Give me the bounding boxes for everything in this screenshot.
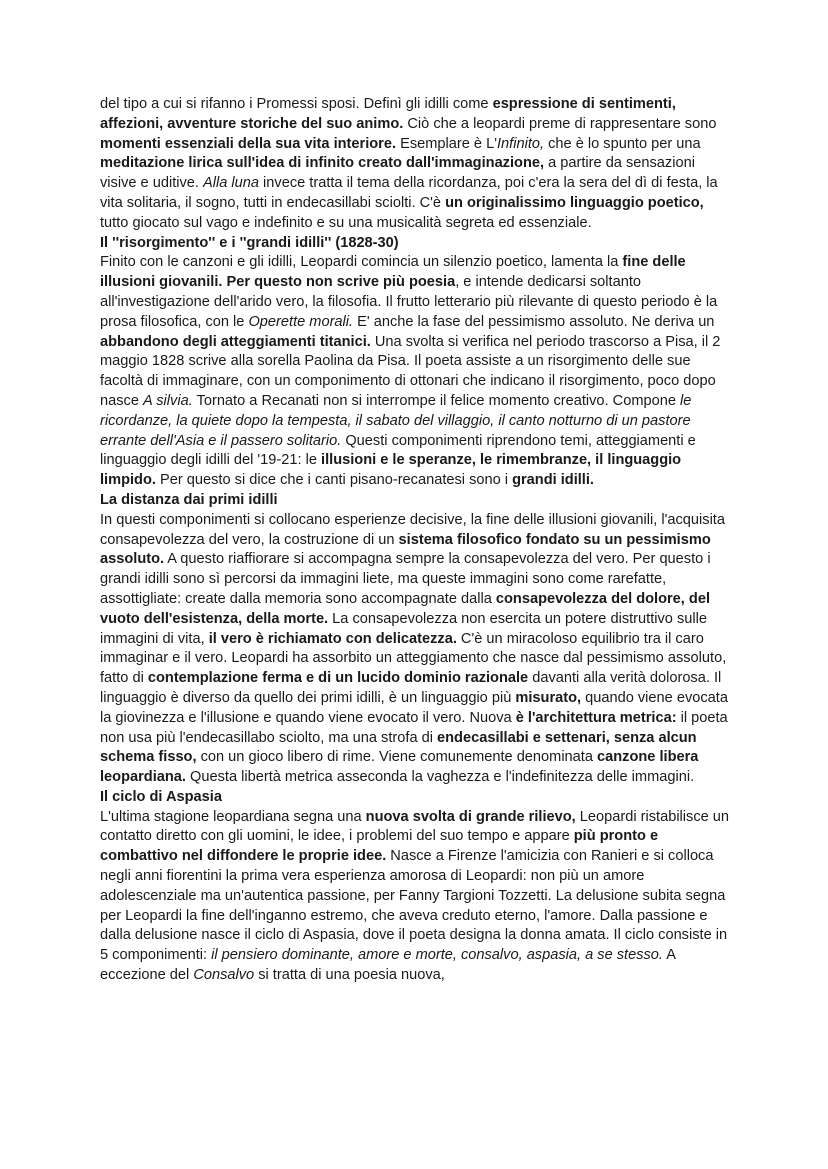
italic-text: Operette morali. (248, 313, 354, 330)
bold-text: meditazione lirica sull'idea di infinito creato dall'immaginazione, (100, 155, 545, 172)
section-heading: Il ''risorgimento'' e i ''grandi idilli'' (1828-30) (100, 234, 399, 251)
text-run: con un gioco libero di rime. Viene comunemente denominata (196, 749, 598, 766)
text-run: si tratta di una poesia nuova, (254, 967, 445, 984)
italic-text: A silvia. (143, 392, 193, 409)
paragraph (100, 808, 732, 986)
text-run: tutto giocato sul vago e indefinito e su una musicalità segreta ed essenziale. (100, 214, 592, 231)
text-run: A questo riaffiorare si accompagna sempre la consapevolezza del vero. Per questo i grandi idilli sono sì percorsi da immagini liete, ma queste immagini sono come rarefatte, assottigliate: create dalla memoria sono accompagnate dalla (100, 551, 711, 607)
text-run: quando viene evocata la giovinezza e l'illusione e quando viene evocato il vero. Nuova (100, 689, 728, 726)
text-run: Esemplare è L' (396, 135, 497, 152)
text-run: Leopardi ristabilisce un contatto diretto con gli uomini, le idee, i problemi del suo tempo e appare (100, 808, 730, 845)
section-heading: La distanza dai primi idilli (100, 491, 278, 508)
bold-text: misurato, (515, 689, 582, 706)
paragraph (100, 95, 732, 234)
text-run: invece tratta il tema della ricordanza, poi c'era la sera del dì di festa, la vita solitaria, il sogno, tutti in endecasillabi sciolti. C'è (100, 175, 718, 211)
bold-text: grandi idilli. (512, 472, 594, 489)
text-run: , e intende dedicarsi soltanto all'investigazione dell'arido vero, la filosofia. Il frutto letterario più rilevante di questo periodo è la prosa filosofica, con le (100, 274, 718, 330)
paragraph (100, 253, 732, 491)
bold-text: sistema filosofico fondato su un pessimismo assoluto. (100, 531, 711, 568)
text-run: Per questo si dice che i canti pisano-recanatesi sono i (155, 472, 513, 489)
italic-text: il pensiero dominante, amore e morte, consalvo, aspasia, a se stesso. (211, 947, 663, 964)
text-run: L'ultima stagione leopardiana segna una (100, 808, 366, 825)
text-run: E' anche la fase del pessimismo assoluto. Ne deriva un (353, 313, 715, 330)
italic-text: Consalvo (193, 967, 255, 984)
text-run: La consapevolezza non esercita un potere distruttivo sulle immagini di vita, (100, 610, 707, 647)
bold-text: nuova svolta di grande rilievo, (365, 808, 576, 825)
italic-text: le ricordanze, la quiete dopo la tempesta, il sabato del villaggio, il canto notturno di un pastore errante dell'Asia e il passero solitario. (100, 392, 692, 449)
text-run: davanti alla verità dolorosa. Il linguaggio è diverso da quello dei primi idilli, è un linguaggio più (100, 670, 722, 706)
bold-text: abbandono degli atteggiamenti titanici. (100, 333, 371, 350)
text-run: Questa libertà metrica asseconda la vaghezza e l'indefinitezza delle immagini. (185, 769, 695, 786)
paragraph (100, 511, 732, 788)
text-run: Questi componimenti riprendono temi, atteggiamenti e linguaggio degli idilli del '19-21: le (100, 432, 696, 469)
text-run: Tornato a Recanati non si interrompe il felice momento creativo. Compone (192, 392, 680, 409)
text-run: il poeta non usa più l'endecasillabo sciolto, ma una strofa di (100, 709, 728, 746)
text-run: a partire da sensazioni visive e uditive. (100, 155, 695, 192)
bold-text: illusioni e le speranze, le rimembranze, il linguaggio limpido. (100, 452, 682, 489)
bold-text: più pronto e combattivo nel diffondere le proprie idee. (100, 828, 659, 865)
italic-text: Infinito, (497, 135, 545, 152)
text-run: A eccezione del (100, 947, 676, 984)
text-run: In questi componimenti si collocano esperienze decisive, la fine delle illusioni giovanili, l'acquisita consapevolezza del vero, la costruzione di un (100, 511, 725, 548)
text-run: del tipo a cui si rifanno i Promessi sposi. Definì gli idilli come (100, 96, 493, 112)
bold-text: canzone libera leopardiana. (100, 749, 699, 786)
section-heading: Il ciclo di Aspasia (100, 788, 222, 805)
bold-text: fine delle illusioni giovanili. Per questo non scrive più poesia (100, 254, 686, 291)
bold-text: espressione di sentimenti, affezioni, avventure storiche del suo animo. (100, 96, 676, 132)
text-run: C'è un miracoloso equilibrio tra il caro immaginar e il vero. Leopardi ha assorbito un atteggiamento che nasce dal pessimismo assoluto, fatto di (100, 630, 727, 687)
text-run: Ciò che a leopardi preme di rappresentare sono (403, 115, 717, 132)
bold-text: il vero è richiamato con delicatezza. (208, 630, 457, 647)
italic-text: Alla luna (203, 175, 259, 192)
bold-text: consapevolezza del dolore, del vuoto dell'esistenza, della morte. (100, 590, 710, 627)
bold-text: un originalissimo linguaggio poetico, (445, 194, 704, 211)
text-run: Una svolta si verifica nel periodo trascorso a Pisa, il 2 maggio 1828 scrive alla sorella Paolina da Pisa. Il poeta assiste a un risorgimento delle sue facoltà di immaginare, con un componimento di ottonari che indicano il risorgimento, poco dopo nasce (100, 333, 721, 409)
bold-text: è l'architettura metrica: (515, 709, 677, 726)
bold-text: momenti essenziali della sua vita interiore. (100, 135, 397, 152)
text-run: Nasce a Firenze l'amicizia con Ranieri e si colloca negli anni fiorentini la prima vera esperienza amorosa di Leopardi: non più un amore adolescenziale ma un'autentica passione, per Fanny Targioni Tozzetti. La delusione subita segna per Leopardi la fine dell'inganno estremo, che aveva creduto eterno, l'amore. Dalla passione e dalla delusione nasce il ciclo di Aspasia, dove il poeta designa la donna amata. Il ciclo consiste in 5 componimenti: (100, 848, 728, 964)
bold-text: contemplazione ferma e di un lucido dominio razionale (147, 670, 529, 687)
bold-text: endecasillabi e settenari, senza alcun schema fisso, (100, 729, 697, 766)
text-run: che è lo spunto per una (544, 135, 701, 152)
text-run: Finito con le canzoni e gli idilli, Leopardi comincia un silenzio poetico, lamenta la (100, 254, 623, 271)
